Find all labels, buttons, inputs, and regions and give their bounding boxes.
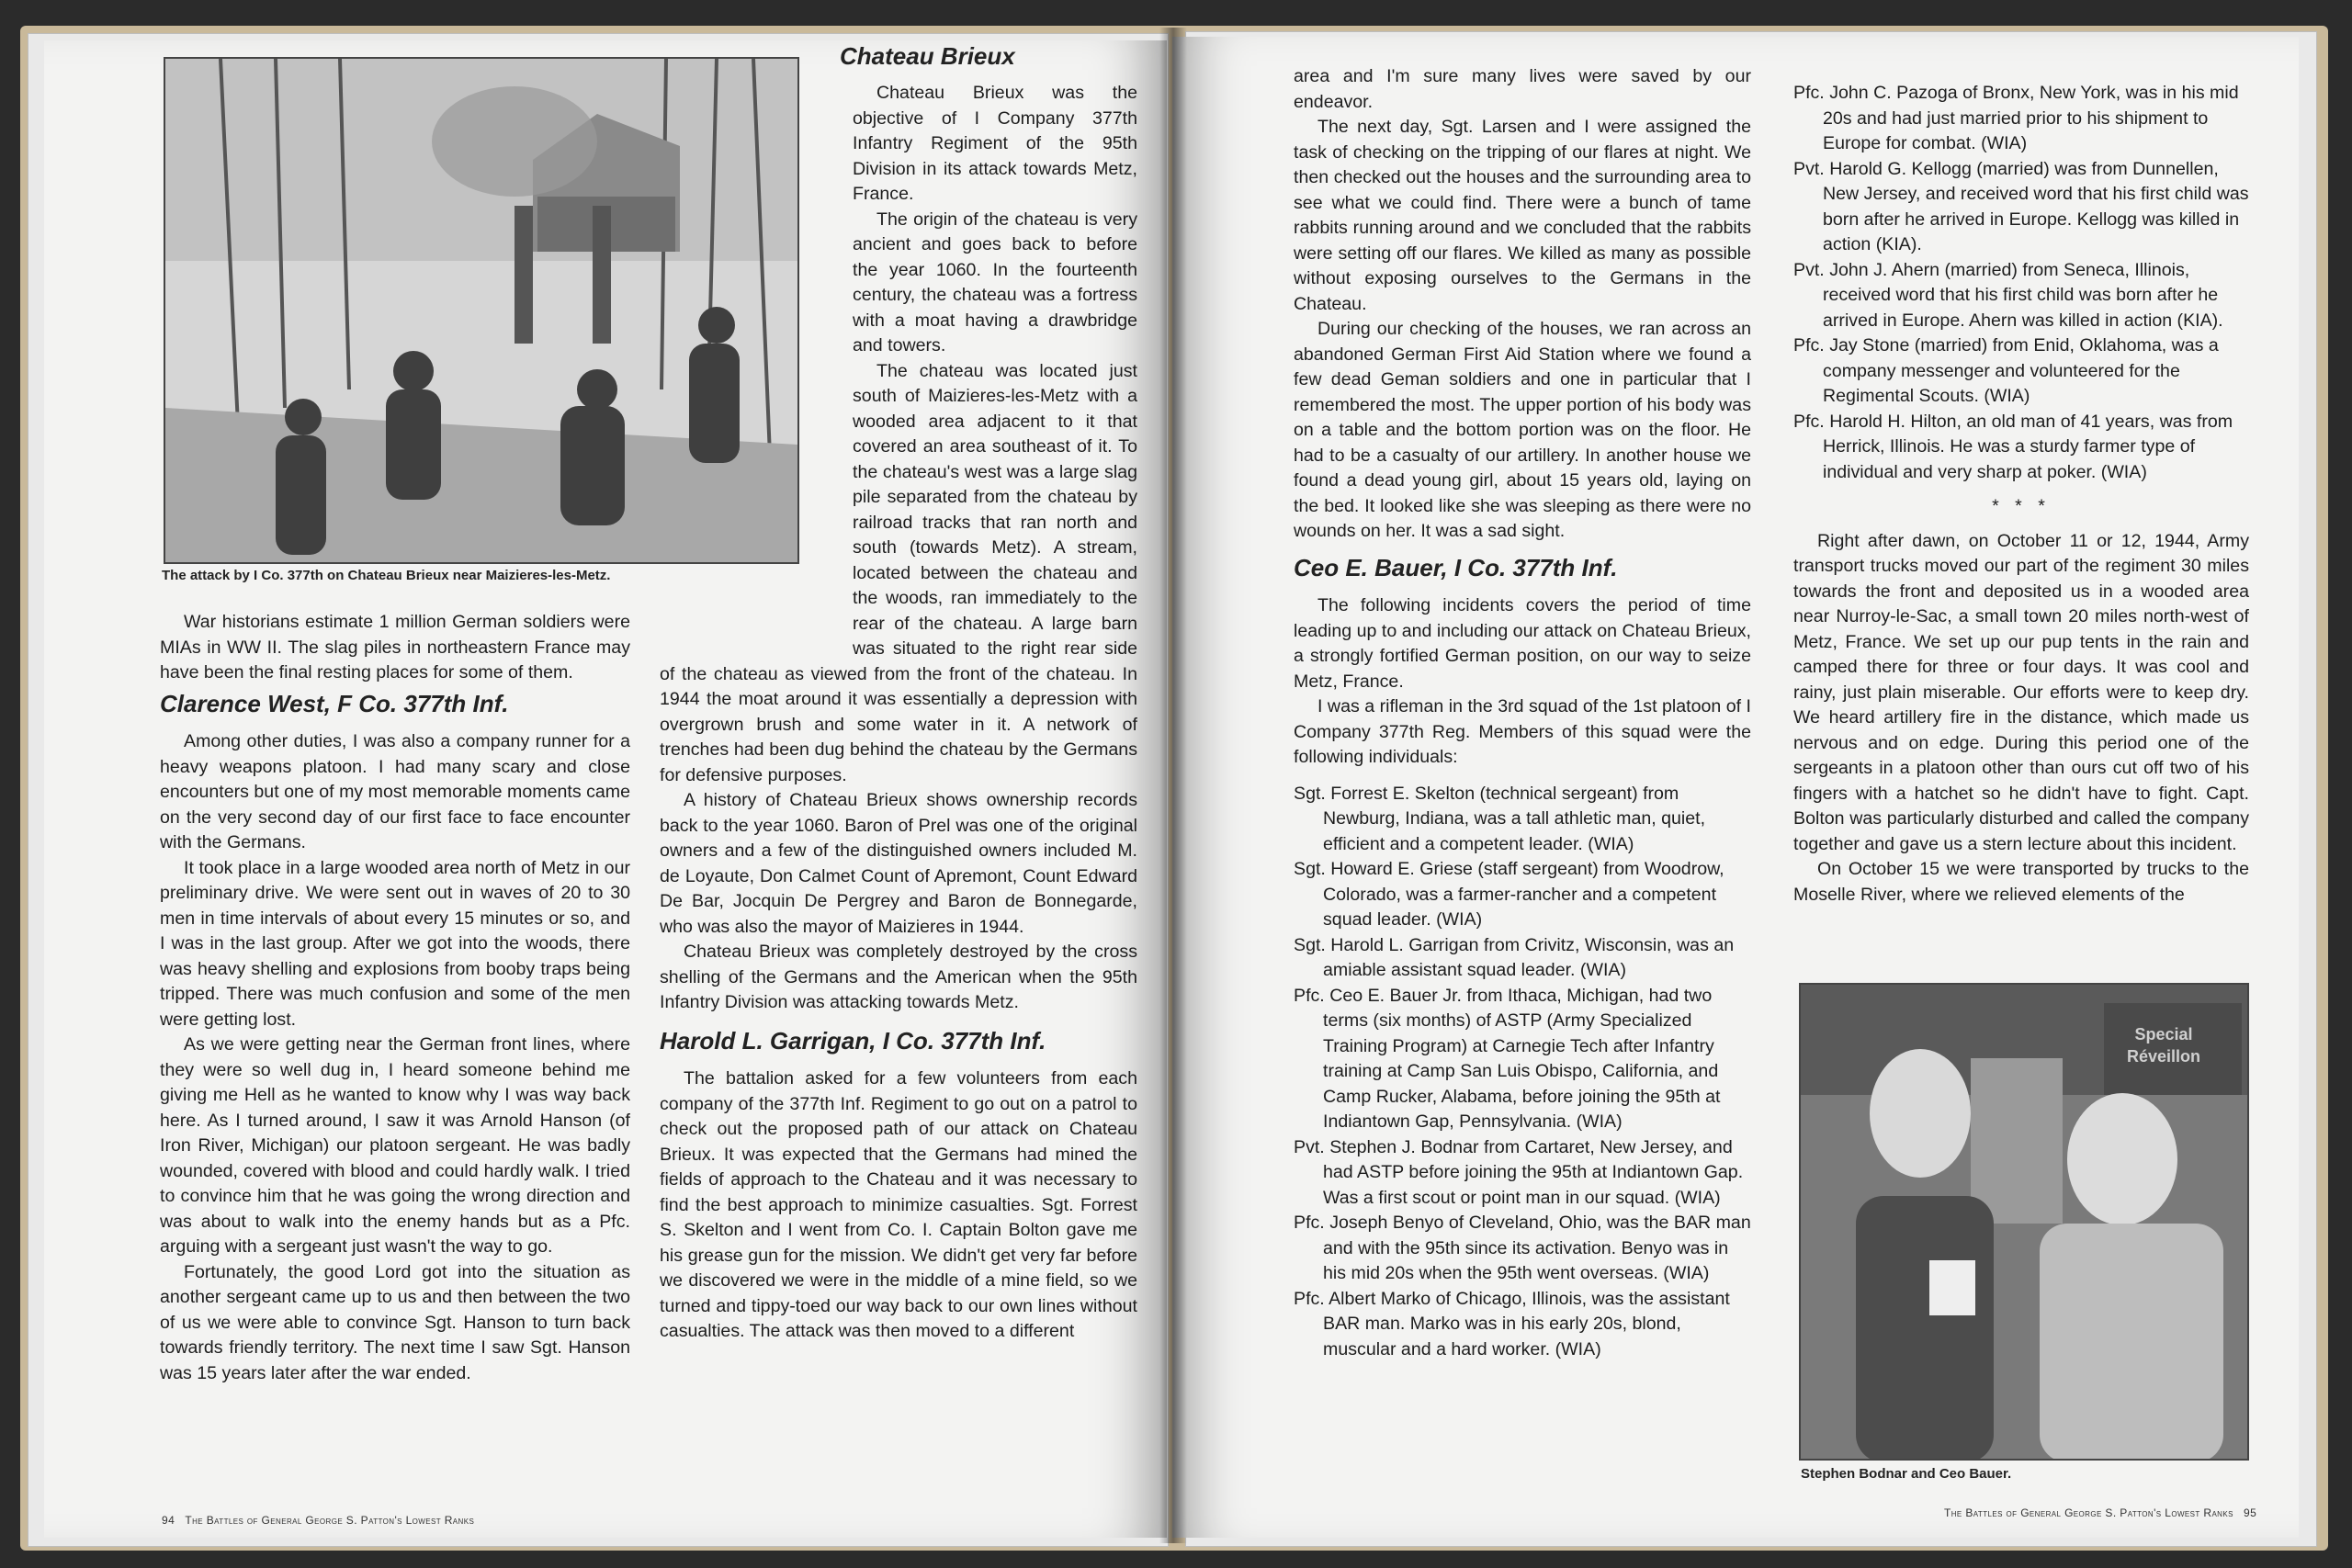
- paragraph: I was a rifleman in the 3rd squad of the 1st platoon of I Company 377th Reg. Members of this squad were the following individuals:: [1294, 696, 1751, 767]
- member-entry: Sgt. Forrest E. Skelton (technical sergeant) from Newburg, Indiana, was a tall athletic man, quiet, efficient and a competent leader. (WIA): [1294, 783, 1706, 854]
- member-entry: Pvt. Harold G. Kellogg (married) was from Dunnellen, New Jersey, and received word that his first child was born after he arrived in Europe. Kellogg was killed in action (KIA).: [1793, 158, 2249, 254]
- paragraph: The next day, Sgt. Larsen and I were assigned the task of checking on the tripping of our flares at night. We then checked out the houses and the surrounding area to see what we could find. There were a bunch of tame rabbits running around and we concluded that the rabbits were setting off our flares. We killed as many as possible without exposing ourselves to the Germans in the Chateau.: [1294, 117, 1751, 314]
- paragraph: The following incidents covers the period of time leading up to and including our attack on Chateau Brieux, a strongly fortified German position, on our way to seize Metz, France.: [1294, 595, 1751, 692]
- member-entry: Pfc. Albert Marko of Chicago, Illinois, was the assistant BAR man. Marko was in his early 20s, blond, muscular and a hard worker. (WIA): [1294, 1288, 1730, 1359]
- veterans-photo-image: [1801, 985, 2247, 1459]
- paragraph: A history of Chateau Brieux shows ownership records back to the year 1060. Baron of Prel was one of the original owners and a few of the distinguished owners included M. de Loyaute, Don Calmet Count of Apremont, Count Edward De Bar, Jocquin De Pergrey and Baron de Bonnegarde, who was also the mayor of Maizieres in 1944.: [660, 790, 1137, 937]
- paragraph: The battalion asked for a few volunteers from each company of the 377th Inf. Regiment to go out on a patrol to check out the proposed path of our attack on Chateau Brieux. It was expected that the Germans had mined the fields of approach to the Chateau and it was necessary to find the best approach to minimize casualties. Sgt. Forrest S. Skelton and I went from Co. I. Captain Bolton gave me his grease gun for the mission. We didn't get very far before we discovered we were in the middle of a mine field, so we turned and tippy-toed our way back to our own lines without casualties. The attack was then moved to a different: [660, 1068, 1137, 1341]
- member-entry: Pfc. John C. Pazoga of Bronx, New York, was in his mid 20s and had just married prior to his shipment to Europe for combat. (WIA): [1793, 83, 2239, 153]
- member-entry: Sgt. Harold L. Garrigan from Crivitz, Wisconsin, was an amiable assistant squad leader. (WIA): [1294, 934, 1735, 980]
- right-column-1: [1294, 64, 1751, 1362]
- intro-paragraph: War historians estimate 1 million German soldiers were MIAs in WW II. The slag piles in northeastern France may have been the final resting places for some of them.: [160, 612, 630, 682]
- paragraph: Chateau Brieux was completely destroyed by the cross shelling of the Germans and the American when the 95th Infantry Division was attacking towards Metz.: [660, 942, 1137, 1012]
- left-page: [44, 40, 1167, 1538]
- heading-clarence-west: Clarence West, F Co. 377th Inf.: [160, 689, 509, 717]
- right-footer: [1944, 1506, 2256, 1519]
- left-footer: [162, 1514, 474, 1527]
- paragraph: Among other duties, I was also a company runner for a heavy weapons platoon. I had many scary and close encounters but one of my most memorable moments came on the very second day of our first face to face encounter with the Germans.: [160, 731, 630, 852]
- illustration-caption: The attack by I Co. 377th on Chateau Brieux near Maizieres-les-Metz.: [162, 568, 611, 583]
- paragraph: Chateau Brieux was the objective of I Company 377th Infantry Regiment of the 95th Division in its attack towards Metz, France.: [853, 83, 1137, 204]
- veterans-photo: [1799, 983, 2249, 1461]
- member-entry: Pvt. Stephen J. Bodnar from Cartaret, New Jersey, and had ASTP before joining the 95th at Indiantown Gap. Was a first scout or point man in our squad. (WIA): [1294, 1136, 1744, 1208]
- photo-sign-text: Special: [2134, 1025, 2193, 1043]
- paragraph: On October 15 we were transported by trucks to the Moselle River, where we relieved elements of the: [1793, 859, 2249, 905]
- photo-sign-text: Réveillon: [2126, 1047, 2201, 1066]
- member-entry: Sgt. Howard E. Griese (staff sergeant) from Woodrow, Colorado, was a farmer-rancher and a competent squad leader. (WIA): [1294, 859, 1724, 930]
- paragraph: It took place in a large wooded area north of Metz in our preliminary drive. We were sent out in waves of 20 to 30 men in time intervals of about every 15 minutes or so, and I was in the last group. After we got into the woods, there was heavy shelling and explosions from booby traps being tripped. There was much confusion and some of the men were getting lost.: [160, 857, 630, 1030]
- paragraph: The origin of the chateau is very ancient and goes back to before the year 1060. In the fourteenth century, the chateau was a fortress with a moat having a drawbridge and towers.: [853, 209, 1137, 355]
- right-column-2: [1793, 81, 2249, 908]
- right-page: [1172, 37, 2299, 1538]
- paragraph: The chateau was located just south of Maizieres-les-Metz with a wooded area adjacent to it that covered an area southeast of it. To the chateau's west was a large slag pile separated from the chateau by railroad tracks that ran north and south (towards Metz). A stream, located between the chateau and the woods, ran immediately to the rear of the chateau. A large barn was situated to the right rear side of the chateau as viewed from the front of the chateau. In 1944 the moat around it was essentially a depression with overgrown brush and some water in it. A network of trenches had been dug behind the chateau by the Germans for defensive purposes.: [660, 360, 1137, 785]
- chateau-column-top: [840, 44, 1134, 83]
- page-number: 94: [162, 1514, 175, 1527]
- member-entry: Pfc. Harold H. Hilton, an old man of 41 years, was from Herrick, Illinois. He was a sturdy farmer type of individual and very sharp at poker. (WIA): [1793, 411, 2233, 482]
- running-title: The Battles of General George S. Patton's Lowest Ranks: [185, 1514, 475, 1527]
- paragraph: Fortunately, the good Lord got into the situation as another sergeant came up to us and then between the two of us we were able to convince Sgt. Hanson to turn back towards friendly territory. The next time I saw Sgt. Hanson was 15 years later after the war ended.: [160, 1261, 630, 1383]
- paragraph: As we were getting near the German front lines, where they were so well dug in, I heard someone behind me giving me Hell as he wanted to know why I was way back here. As I turned around, I saw it was Arnold Hanson (of Iron River, Michigan) our platoon sergeant. He was badly wounded, covered with blood and could hardly walk. I tried to convince him that he was going the wrong direction and was about to walk into the enemy hands but as a Pfc. arguing with a sergeant just wasn't the way to go.: [160, 1034, 630, 1257]
- paragraph: area and I'm sure many lives were saved by our endeavor.: [1294, 66, 1751, 112]
- member-entry: Pfc. Joseph Benyo of Cleveland, Ohio, was the BAR man and with the 95th since its activation. Benyo was in his mid 20s when the 95th went overseas. (WIA): [1294, 1213, 1751, 1283]
- page-number: 95: [2244, 1506, 2257, 1519]
- heading-ceo-bauer: Ceo E. Bauer, I Co. 377th Inf.: [1294, 553, 1618, 581]
- section-separator: * * *: [1992, 496, 2051, 516]
- paragraph: Right after dawn, on October 11 or 12, 1944, Army transport trucks moved our part of the regiment 30 miles towards the front and deposited us in a wooded area near Nurroy-le-Sac, a small town 20 miles north-west of Metz, France. We set up our pup tents in the rain and camped there for three or four days. It was cool and rainy, just plain miserable. Our efforts were to keep dry. We heard artillery fire in the distance, which made us nervous and on edge. During this period one of the sergeants in a platoon other than ours cut off two of his fingers with a hatchet so he didn't have to fight. Capt. Bolton was particularly disturbed and called the company together and gave us a stern lecture about this incident.: [1793, 530, 2249, 854]
- member-entry: Pvt. John J. Ahern (married) from Seneca, Illinois, received word that his first child was born after he arrived in Europe. Ahern was killed in action (KIA).: [1793, 259, 2223, 331]
- member-entry: Pfc. Jay Stone (married) from Enid, Oklahoma, was a company messenger and volunteered for the Regimental Scouts. (WIA): [1793, 335, 2219, 406]
- paragraph: During our checking of the houses, we ran across an abandoned German First Aid Station where we found a few dead Geman soldiers and one in particular that I remembered the most. The upper portion of his body was on a table and the bottom portion was on the floor. He had to be a casualty of our artillery. In another house we found a dead young girl, about 15 years old, laying on the bed. It looked like she was sleeping as there were no wounds on her. It was a sad sight.: [1294, 319, 1751, 541]
- photo-caption: Stephen Bodnar and Ceo Bauer.: [1801, 1466, 2012, 1482]
- heading-chateau-brieux: Chateau Brieux: [840, 42, 1015, 70]
- running-title: The Battles of General George S. Patton's Lowest Ranks: [1944, 1506, 2233, 1519]
- chateau-column: [660, 81, 1137, 1345]
- member-entry: Pfc. Ceo E. Bauer Jr. from Ithaca, Michigan, had two terms (six months) of ASTP (Army Specialized Training Program) at Carnegie Tech after Infantry training at Camp San Luis Obispo, California, and Camp Rucker, Alabama, before joining the 95th at Indiantown Gap, Pennsylvania. (WIA): [1294, 985, 1721, 1132]
- book-spine-shadow: [1159, 28, 1187, 1543]
- heading-harold-garrigan: Harold L. Garrigan, I Co. 377th Inf.: [660, 1026, 1046, 1055]
- left-column-1: [160, 610, 630, 1386]
- float-spacer: [660, 81, 853, 650]
